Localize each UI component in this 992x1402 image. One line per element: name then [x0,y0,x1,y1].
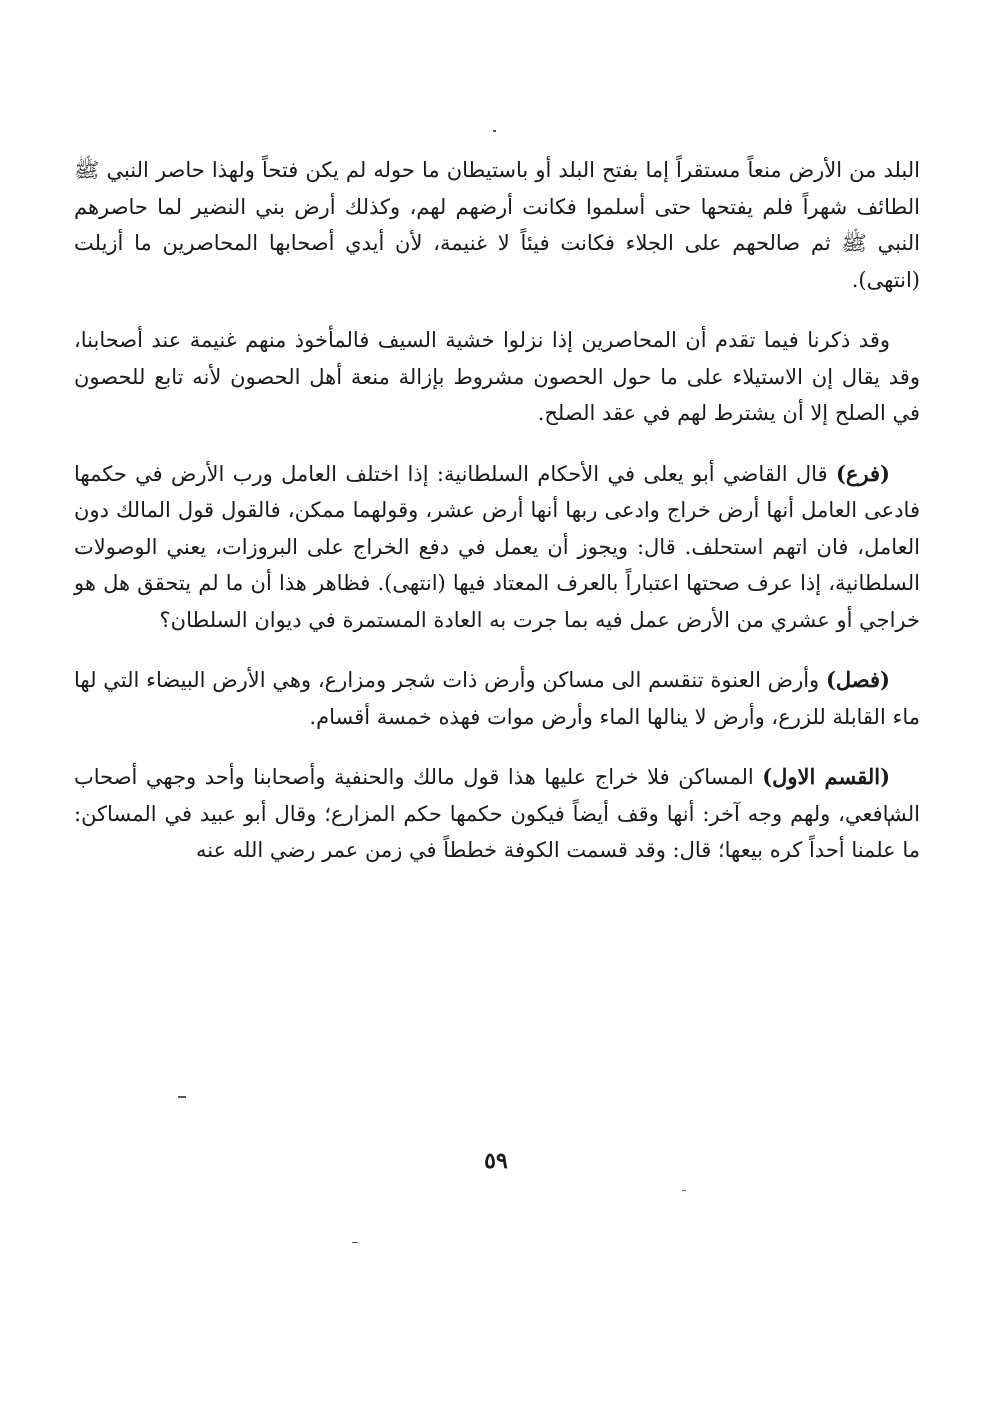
paragraph-text: البلد من الأرض منعاً مستقراً إما بفتح البلد أو باستيطان ما حوله لم يكن فتحاً ولهذا حاصر النبي ﷺ الطائف شهراً فلم يفتحها حتى أسلموا فكانت أرضهم لهم، وكذلك أرض بني النضير لما حاصرهم النبي ﷺ ثم صالحهم على الجلاء فكانت فيئاً لا غنيمة، لأن أيدي أصحابها المحاصرين ما أزيلت (انتهى). [74,158,920,292]
paragraph-4 [74,662,920,735]
scan-speck [352,1242,358,1243]
section-lead: (القسم الاول) [762,764,890,789]
paragraph-1 [74,152,920,298]
section-lead: (فرع) [835,460,890,486]
scan-speck [178,1096,186,1098]
paragraph-3 [74,456,920,639]
page-number: ٥٩ [484,1148,508,1174]
paragraph-5 [74,759,920,869]
section-lead: (فصل) [825,667,890,692]
paragraph-text: وقد ذكرنا فيما تقدم أن المحاصرين إذا نزلوا خشية السيف فالمأخوذ منهم غنيمة عند أصحابنا، وقد يقال إن الاستيلاء على ما حول الحصون مشروط بإزالة منعة أهل الحصون لأنه تابع للحصون في الصلح إلا أن يشترط لهم في عقد الصلح. [74,328,920,425]
paragraph-text: المساكن فلا خراج عليها هذا قول مالك والحنفية وأصحابنا وأحد وجهي أصحاب الشافعي، ولهم وجه آخر: أنها وقف أيضاً فيكون حكمها حكم المزارع؛ وقال أبو عبيد في المساكن: ما علمنا أحداً كره بيعها؛ قال: وقد قسمت الكوفة خططاً في زمن عمر رضي الله عنه [74,765,920,862]
body-text [74,152,920,893]
scan-speck [493,130,496,132]
paragraph-text: وأرض العنوة تنقسم الى مساكن وأرض ذات شجر ومزارع، وهي الأرض البيضاء التي لها ماء القابلة للزرع، وأرض لا ينالها الماء وأرض موات فهذه خمسة أقسام. [74,668,920,729]
paragraph-text: قال القاضي أبو يعلى في الأحكام السلطانية: إذا اختلف العامل ورب الأرض في حكمها فادعى العامل أنها أرض خراج وادعى ربها أنها أرض عشر، وقولهما ممكن، فالقول قول المالك دون العامل، فان اتهم استحلف. قال: ويجوز أن يعمل في دفع الخراج على البروزات، يعني الوصولات السلطانية، إذا عرف صحتها اعتباراً بالعرف المعتاد فيها (انتهى). فظاهر هذا أن ما لم يتحقق هل هو خراجي أو عشري من الأرض عمل فيه بما جرت به العادة المستمرة في ديوان السلطان؟ [74,461,920,632]
scan-speck [682,1190,686,1191]
paragraph-2 [74,322,920,432]
